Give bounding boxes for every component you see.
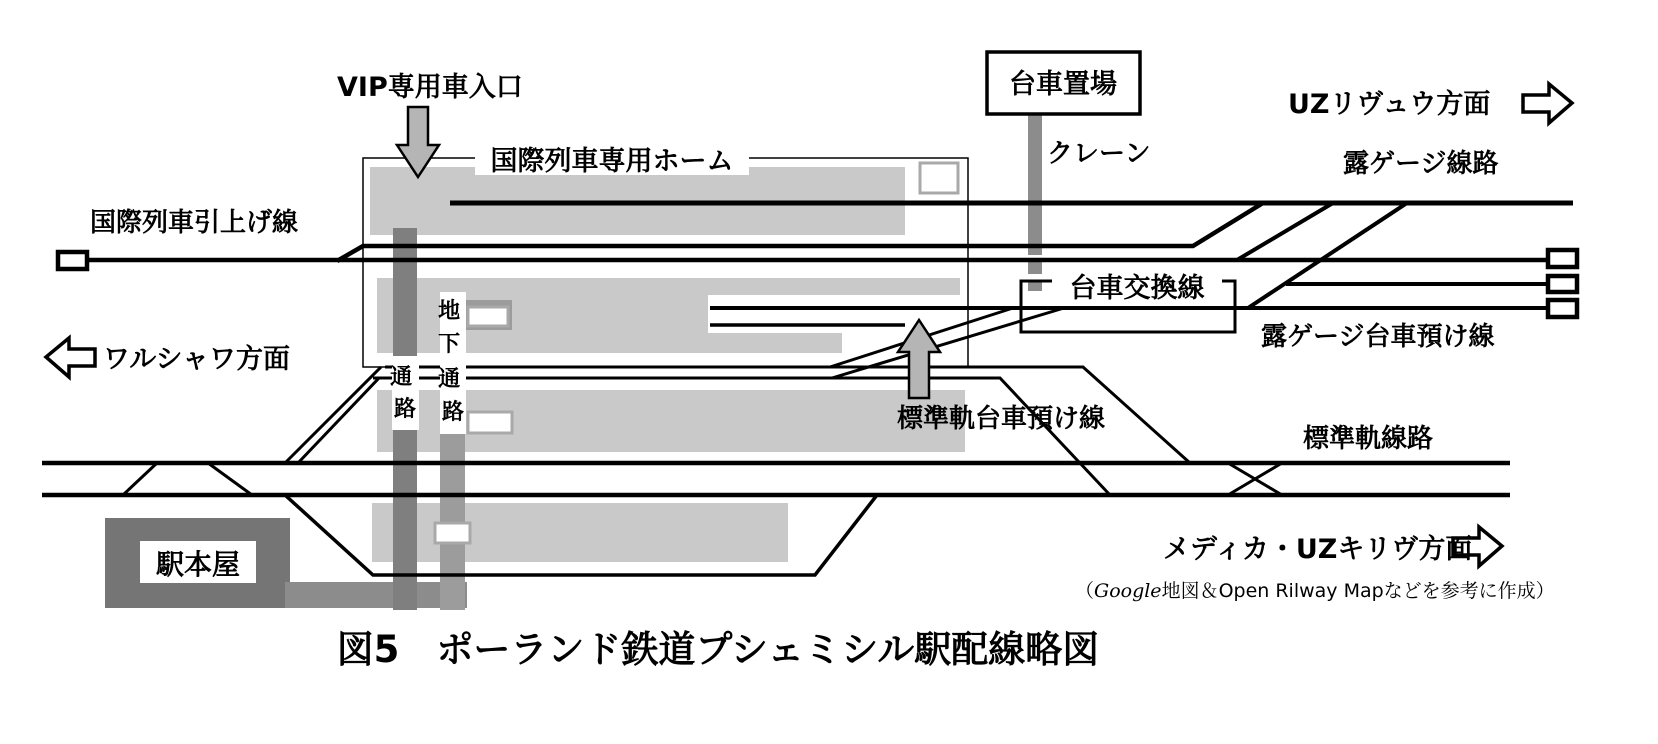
buffer-stop-storage-2	[1548, 276, 1577, 292]
to-warsaw-label: ワルシャワ方面	[103, 344, 290, 375]
figure-title: 図5 ポーランド鉄道プシェミシル駅配線略図	[336, 628, 1100, 671]
bogie-exchange-label: 台車交換線	[1069, 273, 1205, 304]
passage-label	[390, 356, 420, 430]
crane-label: クレーン	[1047, 139, 1151, 169]
bogie-yard-label: 台車置場	[1009, 69, 1117, 100]
right-scissors-crossover	[1228, 463, 1282, 495]
stair-box-standard-platform	[468, 412, 512, 433]
svg-text:地 下 通 路: 地 下 通 路	[438, 299, 465, 425]
crane-bar	[1028, 108, 1042, 291]
bogie-yard-box	[987, 52, 1140, 114]
buffer-stop-storage-1	[1548, 250, 1577, 267]
yard-fan-diagonal-1	[285, 367, 381, 463]
svg-text:国際列車専用ホーム: 国際列車専用ホーム	[490, 146, 734, 177]
source-credit: （Google地図＆Open Rilway Mapなどを参考に作成）	[1075, 580, 1555, 602]
building-passage-connector	[285, 582, 467, 608]
std-gauge-line-label: 標準軌線路	[1303, 424, 1434, 454]
underground-passage-label	[438, 292, 468, 434]
left-crossover-2	[208, 463, 252, 495]
std-bogie-storage-label: 標準軌台車預け線	[897, 404, 1106, 434]
stair-box-front-platform	[435, 523, 470, 543]
vip-entrance-arrow-icon	[397, 107, 439, 177]
stair-box-middle-platform	[468, 307, 508, 326]
svg-text:通 路: 通 路	[390, 365, 417, 422]
to-medyka-label: メディカ・UZキリヴ方面	[1163, 534, 1473, 565]
yard-fan-diagonal-2	[298, 378, 379, 463]
international-platform-caption	[475, 144, 749, 177]
russian-bogie-storage-label: 露ゲージ台車預け線	[1261, 322, 1495, 352]
to-uz-lviv-arrow-icon	[1523, 84, 1572, 123]
to-uz-lviv-label: UZリヴュウ方面	[1288, 89, 1491, 120]
station-building-label	[140, 541, 256, 583]
to-warsaw-arrow-icon	[46, 338, 95, 377]
left-crossover-1	[123, 463, 157, 495]
exchange-to-main-switch	[1248, 203, 1407, 308]
intl-pullup-label: 国際列車引上げ線	[90, 208, 299, 238]
russian-gauge-line-label: 露ゲージ線路	[1343, 149, 1499, 179]
buffer-stop-storage-3	[1548, 300, 1577, 317]
vip-entrance-label: VIP専用車入口	[337, 72, 523, 103]
bogie-exchange-box	[1021, 270, 1235, 332]
buffer-stop-pullup	[58, 252, 87, 269]
svg-text:駅本屋: 駅本屋	[155, 548, 241, 581]
stair-box-international-platform	[920, 163, 958, 193]
std-bogie-storage-arrow-icon	[898, 320, 940, 398]
